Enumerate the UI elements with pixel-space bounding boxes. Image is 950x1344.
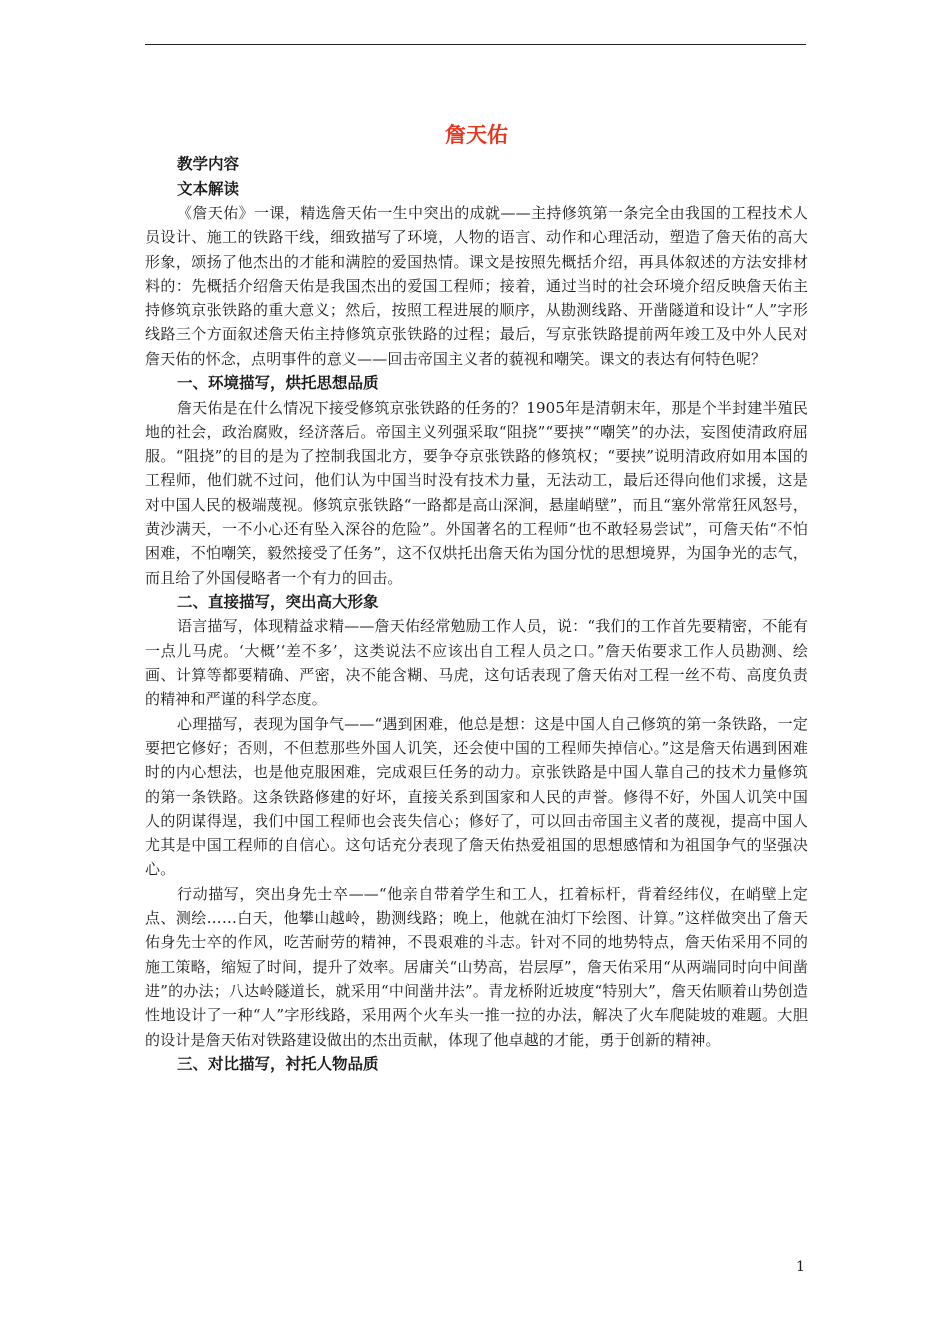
section-heading-3: 三、对比描写，衬托人物品质 xyxy=(177,1054,379,1073)
section-heading-2: 二、直接描写，突出高大形象 xyxy=(177,592,379,611)
document-body xyxy=(145,118,808,1076)
section-2-paragraph-language: 语言描写，体现精益求精——詹天佑经常勉励工作人员，说：“我们的工作首先要精密，不能有一点儿马虎。‘大概’‘差不多’，这类说法不应该出自工程人员之口。”詹天佑要求工作人员勘测、绘画、计算等都要精确、严密，决不能含糊、马虎，这句话表现了詹天佑对工程一丝不苟、高度负责的精神和严谨的科学态度。 xyxy=(145,617,808,709)
page-number: 1 xyxy=(796,1259,805,1275)
header-rule xyxy=(145,44,806,45)
label-text-reading: 文本解读 xyxy=(177,179,240,198)
section-heading-1: 一、环境描写，烘托思想品质 xyxy=(177,374,379,393)
intro-paragraph: 《詹天佑》一课，精选詹天佑一生中突出的成就——主持修筑第一条完全由我国的工程技术人员设计、施工的铁路干线，细致描写了环境，人物的语言、动作和心理活动，塑造了詹天佑的高大形象，颂扬了他杰出的才能和满腔的爱国热情。课文是按照先概括介绍，再具体叙述的方法安排材料的：先概括介绍詹天佑是我国杰出的爱国工程师；接着，通过当时的社会环境介绍反映詹天佑主持修筑京张铁路的重大意义；然后，按照工程进展的顺序，从勘测线路、开凿隧道和设计“人”字形线路三个方面叙述詹天佑主持修筑京张铁路的过程；最后，写京张铁路提前两年竣工及中外人民对詹天佑的怀念，点明事件的意义——回击帝国主义者的藐视和嘲笑。课文的表达有何特色呢？ xyxy=(145,204,808,368)
label-teaching-content: 教学内容 xyxy=(177,155,240,173)
section-2-paragraph-action: 行动描写，突出身先士卒——“他亲自带着学生和工人，扛着标杆，背着经纬仪，在峭壁上定点、测绘……白天，他攀山越岭，勘测线路；晚上，他就在油灯下绘图、计算。”这样做突出了詹天佑身先士卒的作风，吃苦耐劳的精神，不畏艰难的斗志。针对不同的地势特点，詹天佑采用不同的施工策略，缩短了时间，提升了效率。居庸关“山势高，岩层厚”，詹天佑采用“从两端同时向中间凿进”的办法；八达岭隧道长，就采用“中间凿井法”。青龙桥附近坡度“特别大”，詹天佑顺着山势创造性地设计了一种“人”字形线路，采用两个火车头一推一拉的办法，解决了火车爬陡坡的难题。大胆的设计是詹天佑对铁路建设做出的杰出贡献，体现了他卓越的才能，勇于创新的精神。 xyxy=(145,884,808,1049)
section-2-paragraph-psychology: 心理描写，表现为国争气——“遇到困难，他总是想：这是中国人自己修筑的第一条铁路，一定要把它修好；否则，不但惹那些外国人讥笑，还会使中国的工程师失掉信心。”这是詹天佑遇到困难时的内心想法，也是他克服困难，完成艰巨任务的动力。京张铁路是中国人靠自己的技术力量修筑的第一条铁路。这条铁路修建的好坏，直接关系到国家和人民的声誉。修得不好，外国人讥笑中国人的阴谋得逞，我们中国工程师也会丧失信心；修好了，可以回击帝国主义者的蔑视，提高中国人尤其是中国工程师的自信心。这句话充分表现了詹天佑热爱祖国的思想感情和为祖国争气的坚强决心。 xyxy=(145,714,808,879)
document-title: 詹天佑 xyxy=(445,123,508,147)
section-1-paragraph: 詹天佑是在什么情况下接受修筑京张铁路的任务的？1905年是清朝末年，那是个半封建半殖民地的社会，政治腐败，经济落后。帝国主义列强采取“阻挠”“要挟”“嘲笑”的办法，妄图使清政府屈服。“阻挠”的目的是为了控制我国北方，要争夺京张铁路的修筑权；“要挟”说明清政府如用本国的工程师，他们就不过问，他们认为中国当时没有技术力量，无法动工，最后还得向他们求援，这是对中国人民的极端蔑视。修筑京张铁路“一路都是高山深涧，悬崖峭壁”，而且“塞外常常狂风怒号，黄沙满天，一不小心还有坠入深谷的危险”。外国著名的工程师“也不敢轻易尝试”，可詹天佑“不怕困难，不怕嘲笑，毅然接受了任务”，这不仅烘托出詹天佑为国分忧的思想境界，为国争光的志气，而且给了外国侵略者一个有力的回击。 xyxy=(145,398,808,587)
